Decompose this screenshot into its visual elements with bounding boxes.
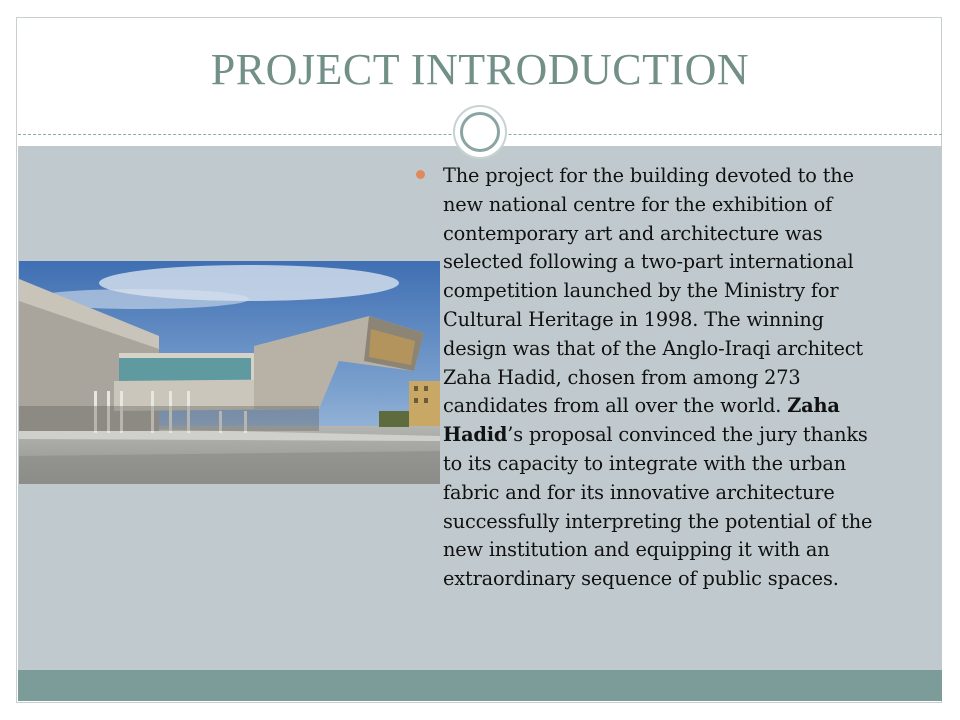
slide-title: PROJECT INTRODUCTION [210,45,750,94]
bullet-dot-icon [416,170,425,179]
architect-name: Zaha Hadid [443,394,840,447]
bullet-text-intro: The project for the building devoted to the new national centre for the exhibition of contemporary art and architecture was selected following a two-part international competition launched by the Ministry for Cultural Heritage in 1998. The winning design was that of the Anglo-Iraqi architect Zaha Hadid, chosen from among 273 candidates from all over the world. [443,164,863,418]
decorative-ring-icon [453,105,507,159]
bullet-paragraph [443,162,888,594]
building-photo [19,261,440,484]
bullet-text-rest: ’s proposal convinced the jury thanks to its capacity to integrate with the urban fabric and for its innovative architecture successfully interpreting the potential of the new institution and equipping it with an extraordinary sequence of public spaces. [443,423,873,591]
footer-band [18,670,942,701]
